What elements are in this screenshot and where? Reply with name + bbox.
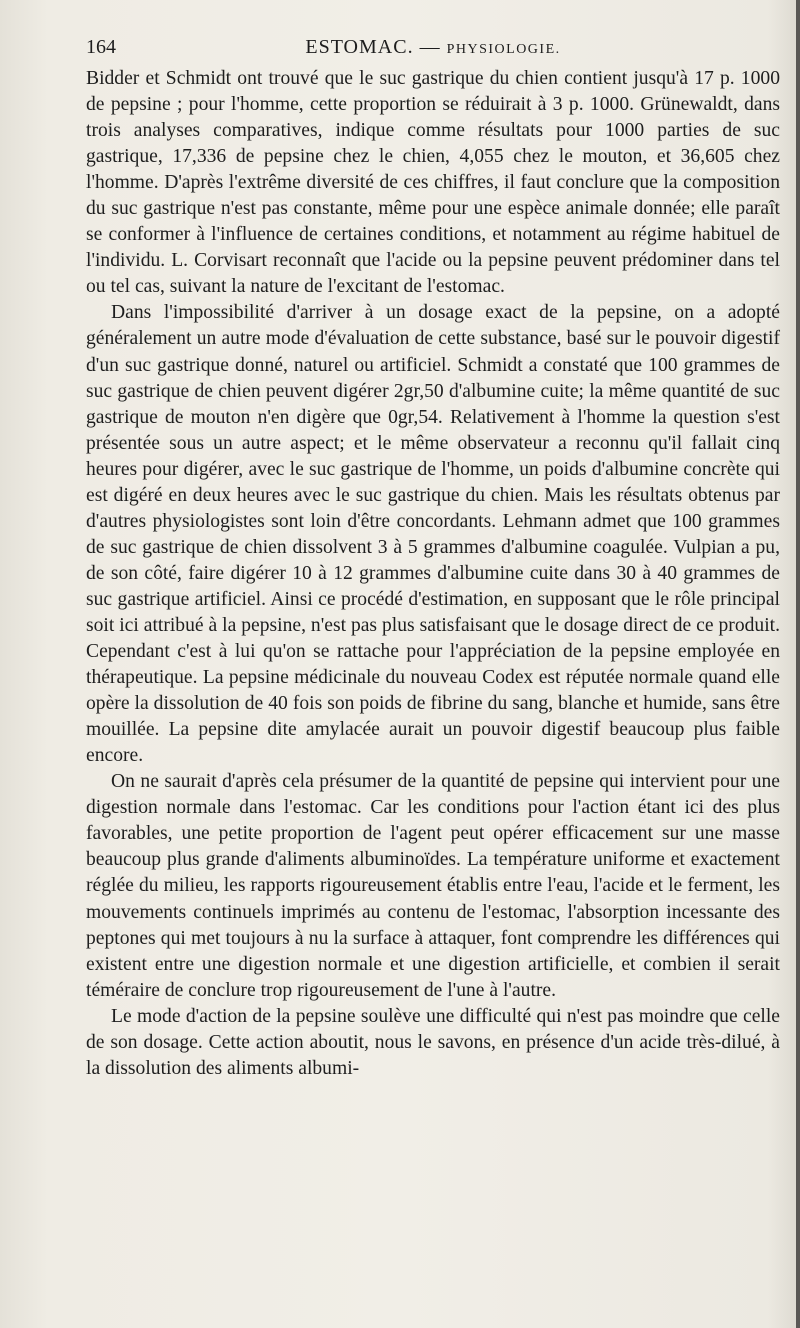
running-head <box>86 36 780 59</box>
page-number: 164 <box>86 36 116 58</box>
running-head-dash: — <box>419 36 441 58</box>
paragraph: Le mode d'action de la pepsine soulève une difficulté qui n'est pas moindre que celle de son dosage. Cette action aboutit, nous le savons, en présence d'un acide très-dilué, à la dissolution des aliments albumi- <box>86 1005 780 1079</box>
paragraph: On ne saurait d'après cela présumer de la quantité de pepsine qui intervient pour une digestion normale dans l'estomac. Car les conditions pour l'action étant ici des plus favorables, une petite proportion de l'agent peut opérer efficacement sur une masse beaucoup plus grande d'aliments albuminoïdes. La température uniforme et exactement réglée du milieu, les rapports rigoureusement établis entre l'eau, l'acide et le ferment, les mouvements continuels imprimés au contenu de l'estomac, l'absorption incessante des peptones qui met toujours à nu la surface à attaquer, font comprendre les différences qui existent entre une digestion normale et une digestion artificielle, et combien il serait téméraire de conclure trop rigoureusement de l'une à l'autre. <box>86 771 780 1001</box>
paragraph: Dans l'impossibilité d'arriver à un dosage exact de la pepsine, on a adopté généralement un autre mode d'évaluation de cette substance, basé sur le pouvoir digestif d'un suc gastrique donné, naturel ou artificiel. Schmidt a constaté que 100 grammes de suc gastrique de chien peuvent digérer 2gr,50 d'albumine cuite; la même quantité de suc gastrique de mouton n'en digère que 0gr,54. Relativement à l'homme la question s'est présentée sous un autre aspect; et le même observateur a reconnu qu'il fallait cinq heures pour digérer, avec le suc gastrique de l'homme, un poids d'albumine concrète qui est digéré en deux heures avec le suc gastrique du chien. Mais les résultats obtenus par d'autres physiologistes sont loin d'être concordants. Lehmann admet que 100 grammes de suc gastrique de chien dissolvent 3 à 5 grammes d'albumine coagulée. Vulpian a pu, de son côté, faire digérer 10 à 12 grammes d'albumine cuite dans 30 à 40 grammes de suc gastrique artificiel. Ainsi ce procédé d'estimation, en supposant que le rôle principal soit ici attribué à la pepsine, n'est pas plus satisfaisant que le dosage direct de ce produit. Cependant c'est à lui qu'on se rattache pour l'appréciation de la pepsine employée en thérapeutique. La pepsine médicinale du nouveau Codex est réputée normale quand elle opère la dissolution de 40 fois son poids de fibrine du sang, blanche et humide, sans être mouillée. La pepsine dite amylacée aurait un pouvoir digestif beaucoup plus faible encore. <box>86 302 780 767</box>
body-text <box>86 66 780 1082</box>
running-head-section: PHYSIOLOGIE. <box>446 42 561 57</box>
running-head-title: ESTOMAC. <box>305 36 414 58</box>
page-header <box>86 36 780 66</box>
paragraph: Bidder et Schmidt ont trouvé que le suc gastrique du chien contient jusqu'à 17 p. 1000 de pepsine ; pour l'homme, cette proportion se réduirait à 3 p. 1000. Grünewaldt, dans trois analyses comparatives, indique comme résultats pour 1000 parties de suc gastrique, 17,336 de pepsine chez le chien, 4,055 chez le mouton, et 36,605 chez l'homme. D'après l'extrême diversité de ces chiffres, il faut conclure que la composition du suc gastrique n'est pas constante, même pour une espèce animale donnée; elle paraît se conformer à l'influence de certaines conditions, et notamment au régime habituel de l'individu. L. Corvisart reconnaît que l'acide ou la pepsine peuvent prédominer dans tel ou tel cas, suivant la nature de l'excitant de l'estomac. <box>86 68 780 298</box>
page-edge <box>796 0 800 1328</box>
